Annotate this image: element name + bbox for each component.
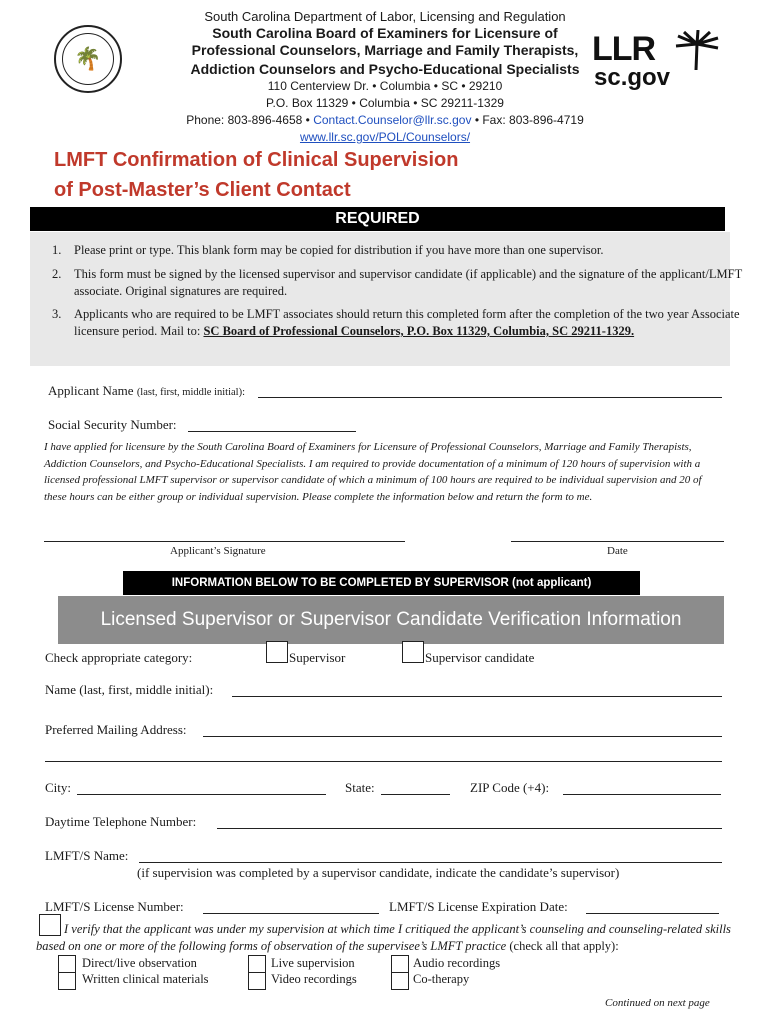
- lmfts-name-hint: (if supervision was completed by a supervisor candidate, indicate the candidate’s supervisor): [137, 865, 620, 880]
- instruction-num: 3.: [52, 307, 62, 321]
- supervisor-notice-banner: INFORMATION BELOW TO BE COMPLETED BY SUPERVISOR (not applicant): [123, 571, 640, 595]
- phone-label: Daytime Telephone Number:: [45, 814, 197, 829]
- logo-text-bottom: sc.gov: [594, 64, 671, 91]
- date-label: Date: [607, 545, 628, 557]
- fax-text: • Fax: 803-896-4719: [474, 113, 584, 127]
- applicant-name-hint: (last, first, middle initial):: [136, 387, 246, 398]
- mailing-address-field-2[interactable]: [45, 760, 722, 762]
- form-title-line-2: of Post-Master’s Client Contact: [54, 179, 351, 201]
- address-line-1: 110 Centerview Dr. • Columbia • SC • 29210: [267, 79, 503, 93]
- signature-label: Applicant’s Signature: [170, 545, 266, 557]
- continued-note: Continued on next page: [605, 997, 710, 1009]
- phone-text: Phone: 803-896-4658 •: [186, 113, 310, 127]
- written-materials-label: Written clinical materials: [82, 972, 209, 986]
- applicant-name-label: [48, 383, 245, 399]
- mailing-address-field[interactable]: [203, 735, 722, 737]
- section-title: Licensed Supervisor or Supervisor Candidate Verification Information: [58, 596, 724, 644]
- supervisor-option-label: Supervisor: [289, 650, 346, 665]
- website-link[interactable]: www.llr.sc.gov/POL/Counselors/: [299, 130, 471, 144]
- agency-name: South Carolina Department of Labor, Licensing and Regulation: [204, 9, 566, 24]
- audio-recordings-label: Audio recordings: [413, 956, 501, 970]
- phone-field[interactable]: [217, 827, 722, 829]
- applicant-signature-field[interactable]: [44, 540, 405, 542]
- board-line-1: South Carolina Board of Examiners for Licensure of: [212, 25, 558, 41]
- ssn-label: Social Security Number:: [48, 417, 177, 432]
- mailing-address: SC Board of Professional Counselors, P.O. Box 11329, Columbia, SC 29211-1329.: [203, 324, 635, 338]
- palmetto-seal-icon: 🌴: [62, 33, 114, 85]
- state-field[interactable]: [381, 793, 450, 795]
- address-line-2: P.O. Box 11329 • Columbia • SC 29211-1329: [266, 96, 504, 110]
- date-field[interactable]: [511, 540, 724, 542]
- written-materials-checkbox[interactable]: [58, 972, 76, 990]
- supervisor-candidate-option-label: Supervisor candidate: [425, 650, 535, 665]
- instruction-text: Please print or type. This blank form may be copied for distribution if you have more than one supervisor.: [74, 243, 604, 257]
- instructions-box: [30, 232, 742, 366]
- instruction-num: 1.: [52, 243, 62, 257]
- mailing-address-label: Preferred Mailing Address:: [45, 722, 187, 737]
- category-label: Check appropriate category:: [45, 650, 193, 665]
- instruction-text: [74, 306, 742, 340]
- required-banner: REQUIRED: [30, 207, 725, 231]
- instruction-text-main: Applicants who are required to be LMFT associates should return this completed form after the completion of the two year Associate licensure period. Mail to:: [74, 307, 740, 338]
- direct-observation-label: Direct/live observation: [82, 956, 197, 970]
- board-line-2: Professional Counselors, Marriage and Family Therapists,: [191, 42, 579, 58]
- supervisor-name-label: Name (last, first, middle initial):: [45, 682, 214, 697]
- supervisor-name-field[interactable]: [232, 695, 722, 697]
- logo-text-top: LLR: [592, 30, 656, 68]
- verify-statement-tail: (check all that apply):: [509, 939, 619, 953]
- instruction-text: This form must be signed by the licensed supervisor and supervisor candidate (if applicable) and the signature of the applicant/LMFT associate. Original signatures are required.: [74, 267, 742, 298]
- license-number-field[interactable]: [203, 912, 379, 914]
- expiration-field[interactable]: [586, 912, 719, 914]
- live-supervision-checkbox[interactable]: [248, 955, 266, 973]
- verify-statement: [36, 921, 736, 955]
- video-recordings-checkbox[interactable]: [248, 972, 266, 990]
- cotherapy-label: Co-therapy: [413, 972, 470, 986]
- applicant-name-label-text: Applicant Name: [48, 383, 134, 398]
- supervisor-candidate-checkbox[interactable]: [402, 641, 424, 663]
- lmfts-name-label: LMFT/S Name:: [45, 848, 129, 863]
- direct-observation-checkbox[interactable]: [58, 955, 76, 973]
- live-supervision-label: Live supervision: [271, 956, 355, 970]
- state-label: State:: [345, 780, 375, 795]
- city-label: City:: [45, 780, 72, 795]
- llr-logo: [592, 30, 722, 96]
- applicant-statement: I have applied for licensure by the South Carolina Board of Examiners for Licensure of Professional Counselors, Marriage and Family Therapists, Addiction Counselors, and Psycho-Educational Specialists. I am required to provide documentation of a minimum of 120 hours of supervision with a licensed professional LMFT supervisor or supervisor candidate of which a minimum of 100 hours are required to be individual supervision and 20 of these hours can be either group or individual supervision. Please complete the information below and return the form to me.: [44, 441, 702, 503]
- form-title-line-1: LMFT Confirmation of Clinical Supervision: [54, 149, 459, 171]
- instruction-num: 2.: [52, 267, 62, 281]
- supervisor-checkbox[interactable]: [266, 641, 288, 663]
- zip-field[interactable]: [563, 793, 721, 795]
- applicant-name-field[interactable]: [258, 396, 722, 398]
- board-line-3: Addiction Counselors and Psycho-Educational Specialists: [190, 61, 580, 77]
- lmfts-name-field[interactable]: [139, 861, 722, 863]
- email-link[interactable]: Contact.Counselor@llr.sc.gov: [313, 113, 472, 127]
- video-recordings-label: Video recordings: [271, 972, 357, 986]
- palmetto-icon: [670, 30, 722, 70]
- expiration-label: LMFT/S License Expiration Date:: [389, 899, 568, 914]
- license-number-label: LMFT/S License Number:: [45, 899, 184, 914]
- audio-recordings-checkbox[interactable]: [391, 955, 409, 973]
- contact-line: [0, 113, 770, 127]
- ssn-field[interactable]: [188, 430, 356, 432]
- verify-statement-italic: I verify that the applicant was under my supervision at which time I critiqued the applicant’s counseling and counseling-related skills based on one or more of the following forms of observation of the supervisee’s LMFT practice: [36, 922, 731, 953]
- city-field[interactable]: [77, 793, 326, 795]
- cotherapy-checkbox[interactable]: [391, 972, 409, 990]
- zip-label: ZIP Code (+4):: [470, 780, 550, 795]
